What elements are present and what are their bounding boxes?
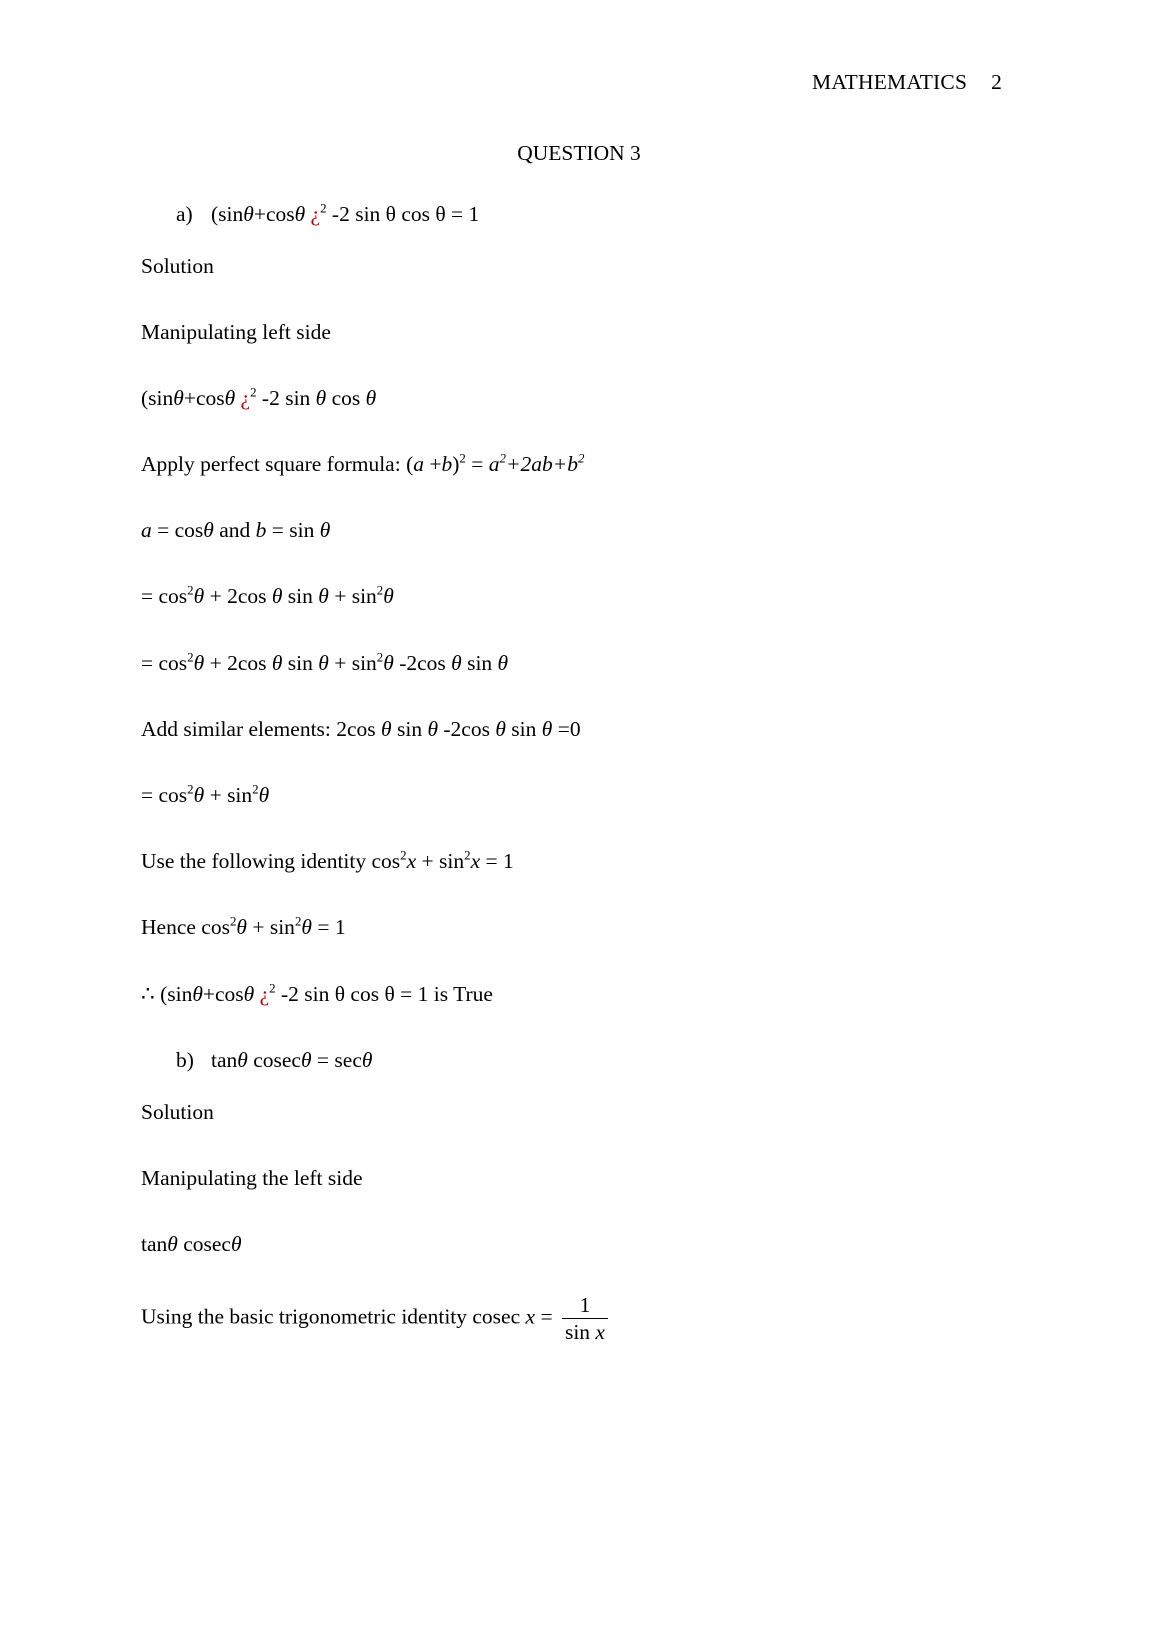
cosec-identity-line: Using the basic trigonometric identity cosec x = $\frac{1}{\text{sin x}}$ (141, 1294, 608, 1343)
manipulating-the-left-side: Manipulating the left side (141, 1166, 363, 1190)
question-title: QUESTION 3 (517, 141, 641, 165)
fraction-one-over-sin-x (562, 1294, 608, 1343)
pythagorean-identity: Use the following identity $\cos^2x + \sin^2x = 1$ (141, 848, 514, 873)
expansion-step-2: = $\cos^2\theta + 2\cos$ θ $\sin \theta + \sin^2\theta$ -2cos θ sin θ (141, 650, 509, 675)
tan-cosec-expression: tanθ cosecθ (141, 1232, 242, 1256)
part-a-label: a) (176, 202, 193, 226)
hence-line: Hence $\cos^2\theta + \sin^2\theta = 1$ (141, 914, 346, 939)
solution-label-b: Solution (141, 1100, 214, 1124)
manipulating-left-side: Manipulating left side (141, 320, 331, 344)
part-b-statement: b) tanθ cosecθ = secθ (176, 1048, 373, 1072)
fraction-numerator: 1 (562, 1294, 608, 1319)
conclusion-line: ∴ (sinθ+cosθ ¿$^2$ -2 sin θ cos θ = 1 is True (141, 981, 493, 1006)
part-a-statement: a) (sinθ+cosθ ¿$^2$ -2 sin θ cos θ = 1 (176, 201, 480, 226)
header-title: MATHEMATICS (812, 70, 968, 94)
expansion-step-1: = $\cos^2\theta + 2\cos$ θ $\sin \theta + \sin^2\theta$ (141, 583, 394, 608)
therefore-symbol: ∴ (141, 982, 155, 1006)
substitution-line: a = cosθ and b = sin θ (141, 518, 331, 542)
perfect-square-formula: Apply perfect square formula: $(a +b)^2 = a^2+2ab+b^2$ (141, 451, 585, 476)
add-similar-elements: Add similar elements: 2cos θ sin θ -2cos θ sin θ =0 (141, 717, 581, 741)
simplified-expression: = $\cos^2\theta + \sin^2\theta$ (141, 782, 270, 807)
page-number: 2 (991, 70, 1003, 94)
running-header (812, 70, 1002, 95)
part-b-label: b) (176, 1048, 194, 1072)
left-side-expression: (sinθ+cosθ ¿$^2$ -2 sin θ cos θ (141, 385, 377, 410)
solution-label-a: Solution (141, 254, 214, 278)
fraction-denominator: sin x (564, 1320, 605, 1344)
